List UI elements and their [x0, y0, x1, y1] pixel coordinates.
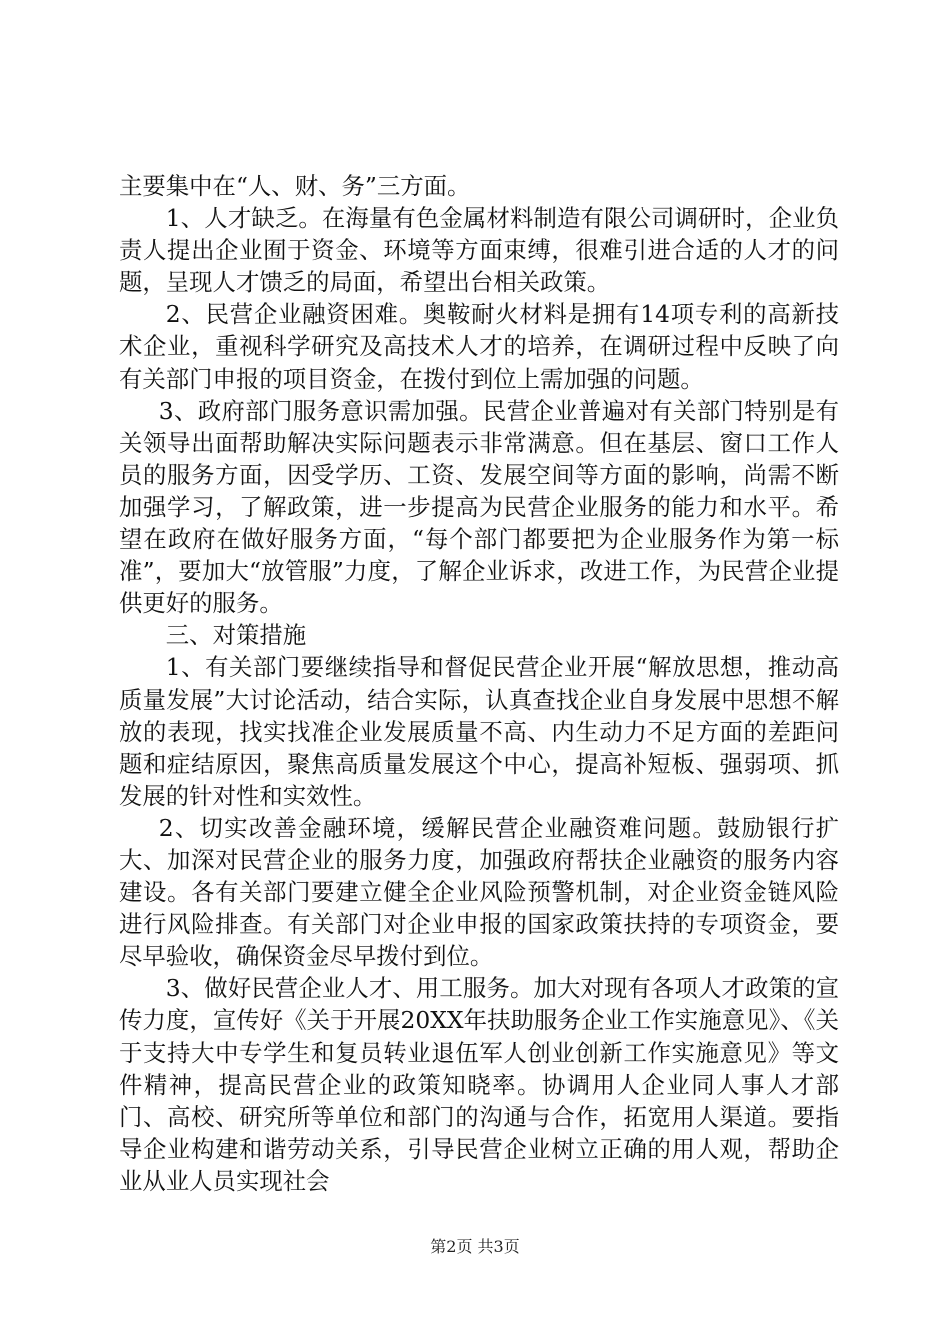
- paragraph-intro: 主要集中在“人、财、务”三方面。: [119, 172, 471, 200]
- document-body: [119, 170, 839, 1197]
- paragraph-financing-difficulty: 2、民营企业融资困难。奥鞍耐火材料是拥有14项专利的高新技术企业，重视科学研究及高技术人才的培养，在调研过程中反映了向有关部门申报的项目资金，在拨付到位上需加强的问题。: [119, 300, 839, 393]
- paragraph-measure-3: 3、做好民营企业人才、用工服务。加大对现有各项人才政策的宣传力度，宣传好《关于开展20XX年扶助服务企业工作实施意见》、《关于支持大中专学生和复员转业退伍军人创业创新工作实施意见》等文件精神，提高民营企业的政策知晓率。协调用人企业同人事人才部门、高校、研究所等单位和部门的沟通与合作，拓宽用人渠道。要指导企业构建和谐劳动关系，引导民营企业树立正确的用人观，帮助企业从业人员实现社会: [119, 974, 839, 1195]
- paragraph-measure-1: 1、有关部门要继续指导和督促民营企业开展“解放思想，推动高质量发展”大讨论活动，结合实际，认真查找企业自身发展中思想不解放的表现，找实找准企业发展质量不高、内生动力不足方面的差距问题和症结原因，聚焦高质量发展这个中心，提高补短板、强弱项、抓发展的针对性和实效性。: [119, 653, 839, 810]
- paragraph-service-awareness: 3、政府部门服务意识需加强。民营企业普遍对有关部门特别是有关领导出面帮助解决实际问题表示非常满意。但在基层、窗口工作人员的服务方面，因受学历、工资、发展空间等方面的影响，尚需不断加强学习，了解政策，进一步提高为民营企业服务的能力和水平。希望在政府在做好服务方面，“每个部门都要把为企业服务作为第一标准”，要加大“放管服”力度，了解企业诉求，改进工作，为民营企业提供更好的服务。: [119, 396, 839, 618]
- section-heading-countermeasures: 三、对策措施: [165, 621, 307, 650]
- paragraph-talent-shortage: 1、人才缺乏。在海量有色金属材料制造有限公司调研时，企业负责人提出企业囿于资金、环境等方面束缚，很难引进合适的人才的问题，呈现人才馈乏的局面，希望出台相关政策。: [119, 204, 839, 297]
- page-footer: [0, 1237, 950, 1257]
- page-number-indicator: 第2页 共3页: [430, 1237, 520, 1256]
- paragraph-measure-2: 2、切实改善金融环境，缓解民营企业融资难问题。鼓励银行扩大、加深对民营企业的服务力度，加强政府帮扶企业融资的服务内容建设。各有关部门要建立健全企业风险预警机制，对企业资金链风险进行风险排查。有关部门对企业申报的国家政策扶持的专项资金，要尽早验收，确保资金尽早拨付到位。: [119, 813, 839, 971]
